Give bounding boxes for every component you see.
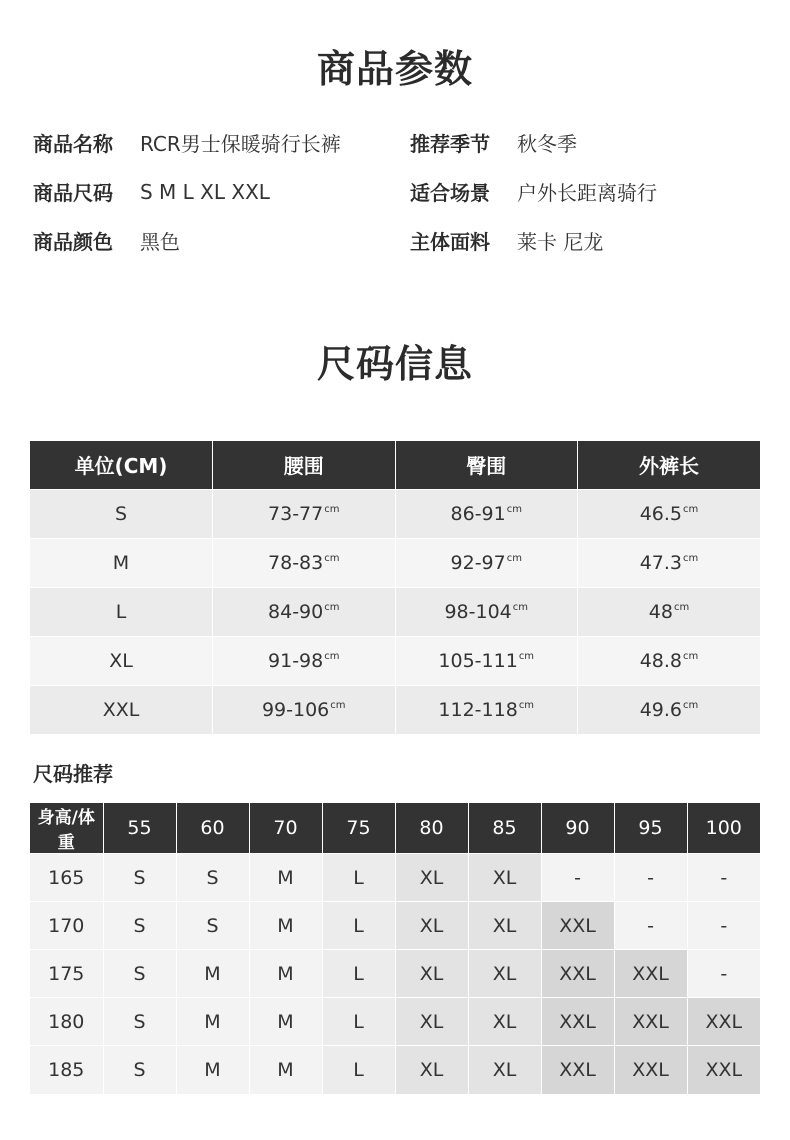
recommend-row <box>30 902 760 950</box>
size-cell-value: 49.6 <box>639 698 683 721</box>
params-grid <box>33 118 773 265</box>
size-cell-value: S <box>114 502 128 525</box>
size-cell-value: XXL <box>102 698 140 721</box>
params-section-title: 商品参数 <box>316 47 473 91</box>
height-cell: 185 <box>30 1046 103 1094</box>
weight-header: 95 <box>614 803 687 854</box>
size-table-header: 腰围 <box>213 441 396 489</box>
param-value: RCR男士保暖骑行长裤 <box>140 132 341 156</box>
weight-header: 70 <box>249 803 322 854</box>
recommend-row <box>30 1046 760 1094</box>
param-value: 黑色 <box>140 230 180 254</box>
size-cell-hip <box>395 685 578 734</box>
unit-label: cm <box>506 552 522 564</box>
recommend-size-cell: XL <box>395 950 468 998</box>
recommend-size-cell: M <box>249 902 322 950</box>
recommend-size-cell: XL <box>395 854 468 902</box>
size-cell-hip <box>395 587 578 636</box>
recommend-size-cell: XL <box>468 950 541 998</box>
size-table-header: 臀围 <box>395 441 578 489</box>
size-cell-size <box>30 587 213 636</box>
unit-label: cm <box>324 601 340 613</box>
recommend-size-cell: S <box>103 998 176 1046</box>
weight-header: 90 <box>541 803 614 854</box>
weight-header: 75 <box>322 803 395 854</box>
size-cell-hip <box>395 636 578 685</box>
size-cell-waist <box>213 538 396 587</box>
recommend-size-cell: XXL <box>541 902 614 950</box>
param-key: 商品尺码 <box>33 181 113 205</box>
recommend-size-cell: M <box>176 950 249 998</box>
size-table-row <box>30 489 760 538</box>
size-cell-value: L <box>115 600 127 623</box>
recommend-size-cell: - <box>614 854 687 902</box>
size-cell-waist <box>213 636 396 685</box>
recommend-size-cell: M <box>176 998 249 1046</box>
size-cell-value: XL <box>109 649 133 672</box>
recommend-table-body <box>30 854 760 1094</box>
recommend-size-cell: S <box>103 950 176 998</box>
recommend-header-row <box>30 803 760 854</box>
size-cell-waist <box>213 685 396 734</box>
recommend-size-cell: - <box>614 902 687 950</box>
recommend-size-cell: L <box>322 950 395 998</box>
size-cell-value: 112-118 <box>438 698 518 721</box>
recommend-size-cell: L <box>322 1046 395 1094</box>
height-cell: 170 <box>30 902 103 950</box>
size-cell-waist <box>213 489 396 538</box>
height-cell: 165 <box>30 854 103 902</box>
param-key: 主体面料 <box>410 230 490 254</box>
size-cell-value: 105-111 <box>438 649 518 672</box>
recommend-size-cell: XL <box>395 1046 468 1094</box>
size-table-header: 单位(CM) <box>30 441 213 489</box>
recommend-size-cell: XXL <box>541 950 614 998</box>
unit-label: cm <box>683 503 699 515</box>
size-cell-value: 46.5 <box>639 502 683 525</box>
unit-label: cm <box>683 699 699 711</box>
param-value: 莱卡 尼龙 <box>517 230 604 254</box>
size-cell-length <box>578 685 761 734</box>
param-key: 商品颜色 <box>33 230 113 254</box>
recommend-size-cell: XXL <box>541 998 614 1046</box>
size-cell-value: 78-83 <box>268 551 324 574</box>
recommend-size-cell: L <box>322 902 395 950</box>
size-table-body <box>30 489 760 734</box>
recommend-size-cell: L <box>322 854 395 902</box>
size-cell-size <box>30 489 213 538</box>
recommend-table <box>30 803 760 1094</box>
size-cell-value: 84-90 <box>268 600 324 623</box>
size-cell-length <box>578 636 761 685</box>
recommend-size-cell: M <box>249 1046 322 1094</box>
size-table-header: 外裤长 <box>578 441 761 489</box>
recommend-size-cell: XXL <box>614 1046 687 1094</box>
size-cell-length <box>578 587 761 636</box>
param-row <box>33 118 773 167</box>
recommend-size-cell: XL <box>468 1046 541 1094</box>
size-table-row <box>30 587 760 636</box>
size-cell-value: 47.3 <box>639 551 683 574</box>
weight-header: 80 <box>395 803 468 854</box>
height-cell: 175 <box>30 950 103 998</box>
weight-header: 55 <box>103 803 176 854</box>
recommend-size-cell: M <box>176 1046 249 1094</box>
size-cell-length <box>578 489 761 538</box>
param-row <box>33 216 773 265</box>
unit-label: cm <box>324 503 340 515</box>
size-cell-size <box>30 538 213 587</box>
recommend-label: 尺码推荐 <box>33 762 113 786</box>
corner-header: 身高/体重 <box>30 803 103 854</box>
param-value: 户外长距离骑行 <box>517 181 657 205</box>
recommend-size-cell: L <box>322 998 395 1046</box>
recommend-size-cell: S <box>103 902 176 950</box>
unit-label: cm <box>506 503 522 515</box>
size-cell-value: 86-91 <box>450 502 506 525</box>
recommend-size-cell: XXL <box>614 998 687 1046</box>
weight-header: 100 <box>687 803 760 854</box>
unit-label: cm <box>673 601 690 613</box>
unit-label: cm <box>330 699 346 711</box>
recommend-size-cell: - <box>687 854 760 902</box>
size-table-row <box>30 685 760 734</box>
recommend-size-cell: XL <box>395 902 468 950</box>
recommend-size-cell: XL <box>468 854 541 902</box>
recommend-size-cell: S <box>103 1046 176 1094</box>
unit-label: cm <box>518 699 535 711</box>
size-table <box>30 441 760 734</box>
recommend-size-cell: XXL <box>687 1046 760 1094</box>
recommend-size-cell: M <box>249 854 322 902</box>
size-info-section-title: 尺码信息 <box>316 342 473 386</box>
size-cell-value: 91-98 <box>268 649 324 672</box>
unit-label: cm <box>324 650 340 662</box>
unit-label: cm <box>683 650 699 662</box>
recommend-size-cell: - <box>687 902 760 950</box>
param-row <box>33 167 773 216</box>
size-cell-size <box>30 685 213 734</box>
size-cell-value: 92-97 <box>450 551 506 574</box>
recommend-size-cell: XXL <box>687 998 760 1046</box>
weight-header: 85 <box>468 803 541 854</box>
recommend-row <box>30 950 760 998</box>
unit-label: cm <box>324 552 340 564</box>
param-key: 适合场景 <box>410 181 490 205</box>
recommend-size-cell: M <box>249 998 322 1046</box>
recommend-size-cell: S <box>176 902 249 950</box>
recommend-row <box>30 854 760 902</box>
recommend-size-cell: S <box>103 854 176 902</box>
recommend-size-cell: M <box>249 950 322 998</box>
recommend-size-cell: XXL <box>541 1046 614 1094</box>
recommend-row <box>30 998 760 1046</box>
size-cell-value: 73-77 <box>268 502 324 525</box>
recommend-size-cell: S <box>176 854 249 902</box>
size-table-row <box>30 636 760 685</box>
size-table-row <box>30 538 760 587</box>
size-cell-waist <box>213 587 396 636</box>
weight-header: 60 <box>176 803 249 854</box>
recommend-size-cell: XL <box>468 902 541 950</box>
size-table-header-row <box>30 441 760 489</box>
param-value: S M L XL XXL <box>140 179 270 204</box>
size-cell-value: 98-104 <box>444 600 512 623</box>
size-cell-value: 48.8 <box>639 649 683 672</box>
size-cell-value: 99-106 <box>261 698 330 721</box>
recommend-size-cell: XL <box>468 998 541 1046</box>
size-cell-value: 48 <box>648 600 673 623</box>
unit-label: cm <box>518 650 535 662</box>
param-key: 商品名称 <box>33 132 113 156</box>
recommend-size-cell: XL <box>395 998 468 1046</box>
recommend-size-cell: XXL <box>614 950 687 998</box>
recommend-size-cell: - <box>541 854 614 902</box>
height-cell: 180 <box>30 998 103 1046</box>
size-cell-hip <box>395 538 578 587</box>
recommend-size-cell: - <box>687 950 760 998</box>
size-cell-hip <box>395 489 578 538</box>
param-key: 推荐季节 <box>410 132 490 156</box>
size-cell-length <box>578 538 761 587</box>
size-cell-value: M <box>112 551 130 574</box>
unit-label: cm <box>512 601 529 613</box>
param-value: 秋冬季 <box>517 132 577 156</box>
unit-label: cm <box>683 552 699 564</box>
size-cell-size <box>30 636 213 685</box>
